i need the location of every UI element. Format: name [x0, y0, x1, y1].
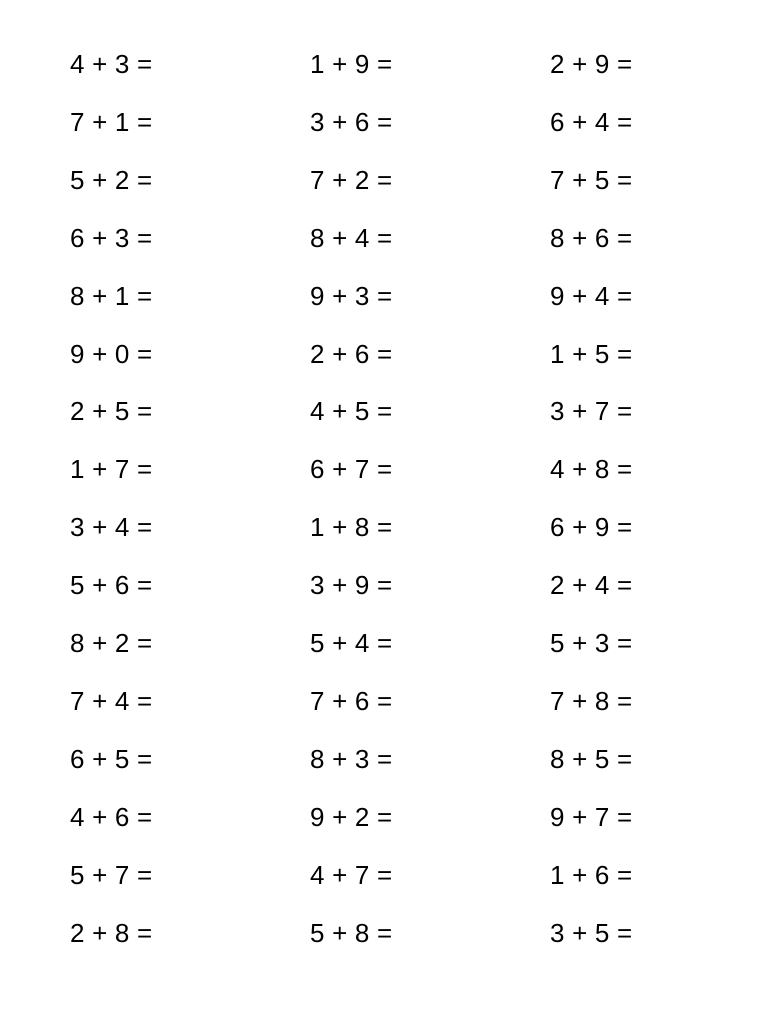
math-problem: 2 + 6 =	[310, 338, 393, 369]
math-problem: 2 + 5 =	[70, 396, 153, 427]
math-problem: 8 + 1 =	[70, 280, 153, 311]
math-problem: 5 + 7 =	[70, 859, 153, 890]
math-problem: 7 + 5 =	[550, 164, 633, 195]
math-problem: 9 + 0 =	[70, 338, 153, 369]
math-problem: 1 + 9 =	[310, 49, 393, 79]
math-problem: 4 + 8 =	[550, 454, 633, 485]
math-problem: 4 + 6 =	[70, 801, 153, 832]
math-problem: 5 + 8 =	[310, 917, 393, 948]
math-problem: 4 + 7 =	[310, 859, 393, 890]
math-problem: 5 + 2 =	[70, 164, 153, 195]
math-problem: 3 + 5 =	[550, 917, 633, 948]
math-problem: 9 + 7 =	[550, 801, 633, 832]
math-problem: 1 + 7 =	[70, 454, 153, 485]
math-problem: 9 + 2 =	[310, 801, 393, 832]
math-problem: 3 + 7 =	[550, 396, 633, 427]
math-problem: 6 + 3 =	[70, 222, 153, 253]
math-problem: 4 + 5 =	[310, 396, 393, 427]
math-problem: 1 + 8 =	[310, 512, 393, 543]
math-problem: 8 + 2 =	[70, 628, 153, 658]
math-problem: 6 + 9 =	[550, 512, 633, 543]
math-problem: 2 + 4 =	[550, 570, 633, 601]
math-problem: 7 + 1 =	[70, 106, 153, 137]
math-problem: 6 + 4 =	[550, 106, 633, 137]
math-problem: 2 + 9 =	[550, 49, 633, 79]
math-problem: 3 + 6 =	[310, 106, 393, 137]
math-problem: 3 + 4 =	[70, 512, 153, 543]
math-problem: 7 + 2 =	[310, 164, 393, 195]
math-problem: 8 + 6 =	[550, 222, 633, 253]
math-problem: 3 + 9 =	[310, 570, 393, 601]
math-problem: 7 + 4 =	[70, 685, 153, 716]
math-problem: 7 + 8 =	[550, 685, 633, 716]
math-problem: 9 + 3 =	[310, 280, 393, 311]
math-problem: 6 + 7 =	[310, 454, 393, 485]
math-problem: 5 + 3 =	[550, 628, 633, 658]
math-problem: 8 + 3 =	[310, 743, 393, 774]
math-problem: 8 + 5 =	[550, 743, 633, 774]
math-problem: 2 + 8 =	[70, 917, 153, 948]
math-problem: 8 + 4 =	[310, 222, 393, 253]
math-problem: 5 + 4 =	[310, 628, 393, 658]
math-problem: 5 + 6 =	[70, 570, 153, 601]
math-problem: 1 + 5 =	[550, 338, 633, 369]
math-problem: 6 + 5 =	[70, 743, 153, 774]
math-problem: 4 + 3 =	[70, 49, 153, 79]
math-problem: 9 + 4 =	[550, 280, 633, 311]
math-problem: 1 + 6 =	[550, 859, 633, 890]
math-problem: 7 + 6 =	[310, 685, 393, 716]
